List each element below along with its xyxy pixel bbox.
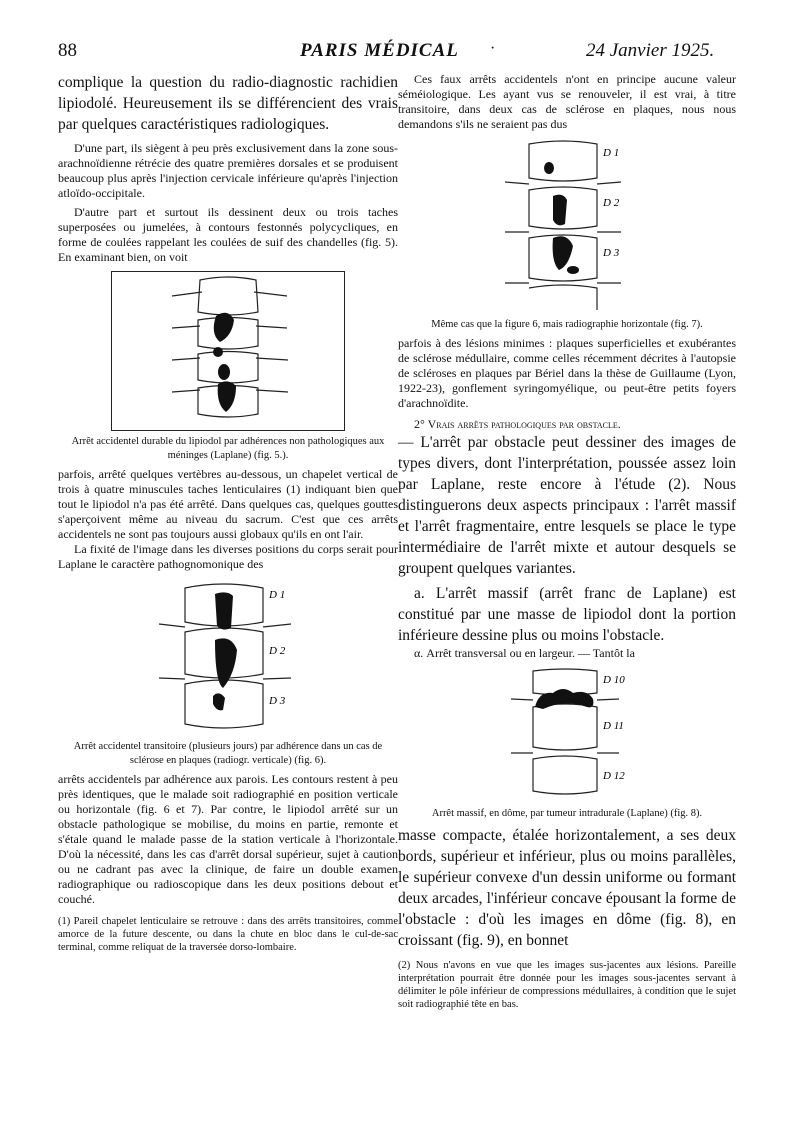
fig7-label-d1: D 1 <box>603 147 620 159</box>
issue-date: 24 Janvier 1925. <box>586 40 715 61</box>
right-paragraph-2: parfois à des lésions minimes : plaques superficielles et exubérantes de sclérose médullaire, comme celles récemment décrites à l'autopsie de scléroses en plaques par Bériel dans la thèse de Guillaume (Lyon, 1922-23), gonflement syringomyélique, ou peut-être petits foyers d'arachnoïdite. <box>398 336 736 410</box>
journal-title: PARIS MÉDICAL <box>300 40 459 61</box>
fig8-label-d12: D 12 <box>603 770 625 782</box>
right-paragraph-4: a. L'arrêt massif (arrêt franc de Laplane) est constitué par une masse de lipiodol dont la portion inférieure dessine plus ou moins l'obstacle. <box>398 585 736 644</box>
right-paragraph-6: masse compacte, étalée horizontalement, a ses deux bords, supérieur et inférieur, plus ou moins parallèles, le supérieur convexe d'un dessin uniforme ou formant deux arcades, l'inférieur concave épousant la forme de l'obstacle : d'où les images en dôme (fig. 8), en croissant (fig. 9), en bonnet <box>398 827 736 949</box>
fig8-label-d10: D 10 <box>603 674 625 686</box>
left-paragraph-4: parfois, arrêté quelques vertèbres au-dessous, un chapelet vertical de trois à quatre minuscules taches lenticulaires (1) indiquant bien que tout le lipiodol n'a pas été arrêté. Dans quelques cas, quelques gouttes s'aperçoivent même au niveau du sacrum. C'est que ces arrêts accidentels ne sont pas toujours aussi globaux qu'ils en ont l'air. <box>58 467 398 541</box>
figure-8-caption: Arrêt massif, en dôme, par tumeur intradurale (Laplane) (fig. 8). <box>431 808 703 819</box>
right-paragraph-3: — L'arrêt par obstacle peut dessiner des images de types divers, dont l'interprétation, poussée assez loin par Laplane, reste encore à l'étude (2). Nous distinguerons deux aspects principaux : l'arrêt massif et l'arrêt fragmentaire, entre lesquels se place le type intermédiaire de l'arrêt mixte et autour desquels se groupent quelques variantes. <box>398 434 736 577</box>
fig7-label-d2: D 2 <box>603 197 620 209</box>
left-column <box>58 72 398 954</box>
right-paragraph-5: α. Arrêt transversal ou en largeur. — Tantôt la <box>414 646 635 660</box>
page-number: 88 <box>58 40 77 61</box>
left-paragraph-3: D'autre part et surtout ils dessinent deux ou trois taches superposées ou jumelées, à contours festonnés polycycliques, en forme de coulées rappelant les coulées de suif des chandelles (fig. 5). En examinant bien, on voit <box>58 205 398 264</box>
dome-lipiodol-mass <box>535 689 593 709</box>
figure-5-caption: Arrêt accidentel durable du lipiodol par adhérences non pathologiques aux méninges (Laplane) (fig. 5.). <box>71 436 385 461</box>
fig8-label-d11: D 11 <box>603 720 624 732</box>
figure-5-radiograph <box>111 271 345 431</box>
figure-8-radiograph <box>469 667 665 803</box>
fig7-label-d3: D 3 <box>603 247 620 259</box>
section-heading: 2° Vrais arrêts pathologiques par obstacle. <box>414 417 621 431</box>
running-header <box>0 40 800 70</box>
left-paragraph-2: D'une part, ils siègent à peu près exclusivement dans la zone sous-arachnoïdienne rétrécie des quatre premières dorsales et se produisent beaucoup plus après l'injection cervicale inférieure qu'après l'injection atloïdo-occipitale. <box>58 141 398 200</box>
footnote-2: (2) Nous n'avons en vue que les images sus-jacentes aux lésions. Pareille interprétation pourrait être donnée pour les images sous-jacentes servant à délimiter le pôle inférieur de compressions médullaires, à condition que le sujet soit radiographié tête en bas. <box>398 960 736 1010</box>
left-paragraph-5: La fixité de l'image dans les diverses positions du corps serait pour Laplane le caractère pathognomonique des <box>58 542 398 571</box>
right-paragraph-1: Ces faux arrêts accidentels n'ont en principe aucune valeur séméiologique. Les ayant vus se renouveler, il est vrai, à titre transitoire, dans deux cas de sclérose en plaques, nous nous demandons s'ils ne seraient pas dus <box>398 72 736 131</box>
fig6-label-d3: D 3 <box>269 695 286 707</box>
footnote-1: (1) Pareil chapelet lenticulaire se retrouve : dans des arrêts transitoires, comme amorce de la future descente, ou dans la chute en bloc dans le cul-de-sac terminal, comme reliquat de la traversée dorso-lombaire. <box>58 916 398 953</box>
figure-7-caption: Même cas que la figure 6, mais radiographie horizontale (fig. 7). <box>431 319 703 330</box>
left-paragraph-1: complique la question du radio-diagnostic rachidien lipiodolé. Heureusement ils se différencient des vrais par quelques caractéristiques radiologiques. <box>58 74 398 133</box>
figure-6-caption: Arrêt accidentel transitoire (plusieurs jours) par adhérence dans un cas de sclérose en plaques (radiogr. verticale) (fig. 6). <box>73 741 383 766</box>
right-column <box>398 72 736 1011</box>
header-separator: · <box>490 40 496 57</box>
figure-7-radiograph <box>469 138 665 314</box>
fig6-label-d2: D 2 <box>269 645 286 657</box>
fig6-label-d1: D 1 <box>269 589 286 601</box>
left-paragraph-6: arrêts accidentels par adhérence aux parois. Les contours restent à peu près identiques, que le malade soit radiographié en position verticale ou horizontale (fig. 6 et 7). Par contre, le lipiodol arrêté sur un obstacle pathologique se mobilise, du moins en partie, remonte et s'étale quand le malade passe de la station verticale à l'horizontale. D'où la nécessité, dans les cas d'arrêt dorsal supérieur, sujet à caution ou ne cadrant pas avec la clinique, de faire un double examen radiographique ou radioscopique dans les deux positions debout et couché. <box>58 772 398 906</box>
figure-6-radiograph <box>123 578 333 736</box>
